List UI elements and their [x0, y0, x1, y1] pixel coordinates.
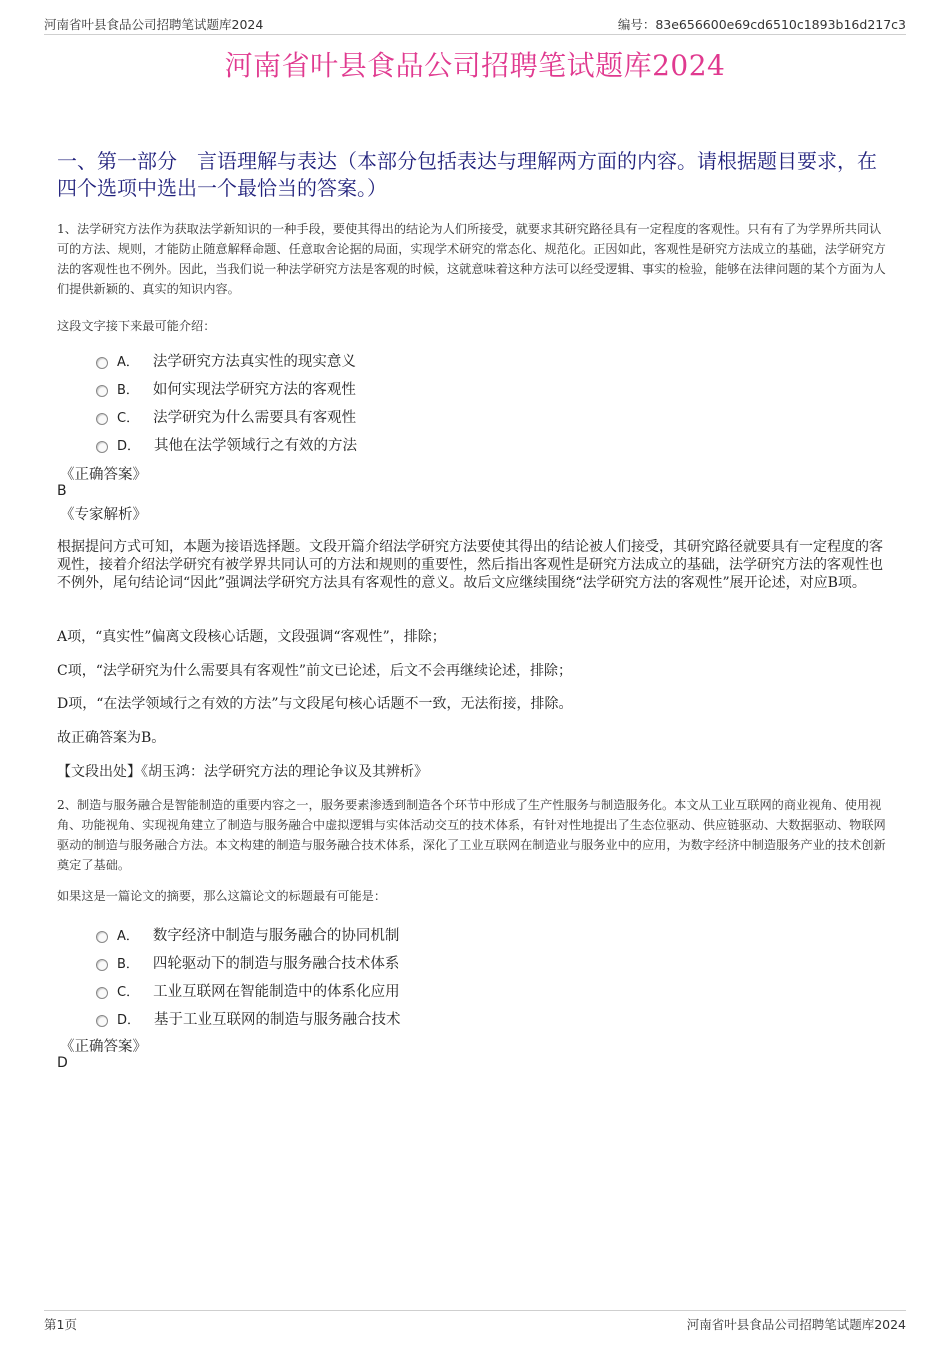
- header-doc-id: 编号：83e656600e69cd6510c1893b16d217c3: [617, 17, 906, 32]
- option-text: 数字经济中制造与服务融合的协同机制: [152, 927, 400, 944]
- question-1-prompt: 这段文字接下来最可能介绍：: [57, 319, 216, 333]
- option-letter: D．: [117, 438, 141, 454]
- option-text: 工业互联网在智能制造中的体系化应用: [153, 983, 400, 1000]
- question-1-option-a[interactable]: [96, 346, 357, 374]
- question-2-text: 2、制造与服务融合是智能制造的重要内容之一，服务要素渗透到制造各个环节中形成了生产性服务与制造服务化。本文从工业互联网的商业视角、使用视角、功能视角、实现视角建立了制造与服务融合中虚拟逻辑与实体活动交互的技术体系，有针对性地提出了生态位驱动、供应链驱动、大数据驱动、物联网驱动的制造与服务融合方法。本文构建的制造与服务融合技术体系，深化了工业互联网在制造业与服务业中的应用，为数字经济中制造服务产业的技术创新奠定了基础。: [57, 798, 886, 872]
- question-1-option-c[interactable]: [96, 402, 357, 430]
- option-text: 四轮驱动下的制造与服务融合技术体系: [152, 955, 400, 972]
- question-1-conclusion: 故正确答案为B。: [57, 730, 166, 746]
- option-letter: B．: [117, 956, 139, 972]
- question-1-analysis-label: 《专家解析》: [60, 507, 147, 523]
- question-2-option-c[interactable]: [96, 976, 401, 1004]
- option-text: 其他在法学领域行之有效的方法: [154, 437, 358, 454]
- footer-title: 河南省叶县食品公司招聘笔试题库2024: [686, 1317, 906, 1332]
- question-1-answer-label: 《正确答案》: [60, 467, 147, 483]
- section-heading: 一、第一部分 言语理解与表达（本部分包括表达与理解两方面的内容。请根据题目要求，在四个选项中选出一个最恰当的答案。）: [57, 149, 877, 200]
- question-2-option-d[interactable]: [96, 1004, 401, 1032]
- question-2-prompt: 如果这是一篇论文的摘要，那么这篇论文的标题最有可能是：: [57, 889, 387, 903]
- radio-icon[interactable]: [96, 987, 108, 999]
- radio-icon[interactable]: [96, 441, 108, 453]
- question-1-note-a: A项，“真实性”偏离文段核心话题，文段强调“客观性”，排除；: [57, 629, 446, 645]
- page-footer: [44, 1310, 906, 1331]
- option-letter: A．: [117, 354, 139, 370]
- option-letter: D．: [117, 1012, 141, 1028]
- option-text: 如何实现法学研究方法的客观性: [152, 381, 356, 398]
- option-letter: B．: [117, 382, 139, 398]
- question-1-note-d: D项，“在法学领域行之有效的方法”与文段尾句核心话题不一致，无法衔接，排除。: [57, 696, 573, 712]
- option-letter: A．: [117, 928, 139, 944]
- question-2-answer-label: 《正确答案》: [60, 1039, 147, 1055]
- page-title: 河南省叶县食品公司招聘笔试题库2024: [224, 49, 726, 82]
- question-2-options: [96, 920, 401, 1032]
- radio-icon[interactable]: [96, 1015, 108, 1027]
- option-text: 基于工业互联网的制造与服务融合技术: [154, 1011, 401, 1028]
- question-1-text: 1、法学研究方法作为获取法学新知识的一种手段，要使其得出的结论为人们所接受，就要求其研究路径具有一定程度的客观性。只有有了为学界所共同认可的方法、规则，才能防止随意解释命题、任意取舍论据的局面，实现学术研究的常态化、规范化。正因如此，客观性是研究方法成立的基础，法学研究方法的客观性也不例外。因此，当我们说一种法学研究方法是客观的时候，这就意味着这种方法可以经受逻辑、事实的检验，能够在法律问题的某个方面为人们提供新颖的、真实的知识内容。: [57, 222, 886, 296]
- question-2-answer: D: [57, 1055, 68, 1071]
- option-text: 法学研究方法真实性的现实意义: [152, 353, 356, 370]
- footer-page-number: 第1页: [44, 1317, 77, 1332]
- question-1-source: 【文段出处】《胡玉鸿：法学研究方法的理论争议及其辨析》: [57, 764, 428, 780]
- option-letter: C．: [117, 984, 140, 1000]
- question-1-option-b[interactable]: [96, 374, 357, 402]
- question-1-note-c: C项，“法学研究为什么需要具有客观性”前文已论述，后文不会再继续论述，排除；: [57, 663, 573, 679]
- radio-icon[interactable]: [96, 413, 108, 425]
- header-title: 河南省叶县食品公司招聘笔试题库2024: [44, 17, 264, 32]
- question-1-answer: B: [57, 483, 67, 499]
- radio-icon[interactable]: [96, 385, 108, 397]
- question-2-option-b[interactable]: [96, 948, 401, 976]
- question-2-option-a[interactable]: [96, 920, 401, 948]
- question-1-analysis: 根据提问方式可知，本题为接语选择题。文段开篇介绍法学研究方法要使其得出的结论被人们接受，其研究路径就要具有一定程度的客观性，接着介绍法学研究有被学界共同认可的方法和规则的重要性，然后指出客观性是研究方法成立的基础，法学研究方法的客观性也不例外，尾句结论词“因此”强调法学研究方法具有客观性的意义。故后文应继续围绕“法学研究方法的客观性”展开论述，对应B项。: [57, 539, 883, 591]
- radio-icon[interactable]: [96, 959, 108, 971]
- question-1-option-d[interactable]: [96, 430, 357, 458]
- page-header: [44, 14, 906, 35]
- option-letter: C．: [117, 410, 140, 426]
- option-text: 法学研究为什么需要具有客观性: [153, 409, 357, 426]
- radio-icon[interactable]: [96, 931, 108, 943]
- radio-icon[interactable]: [96, 357, 108, 369]
- question-1-options: [96, 346, 357, 458]
